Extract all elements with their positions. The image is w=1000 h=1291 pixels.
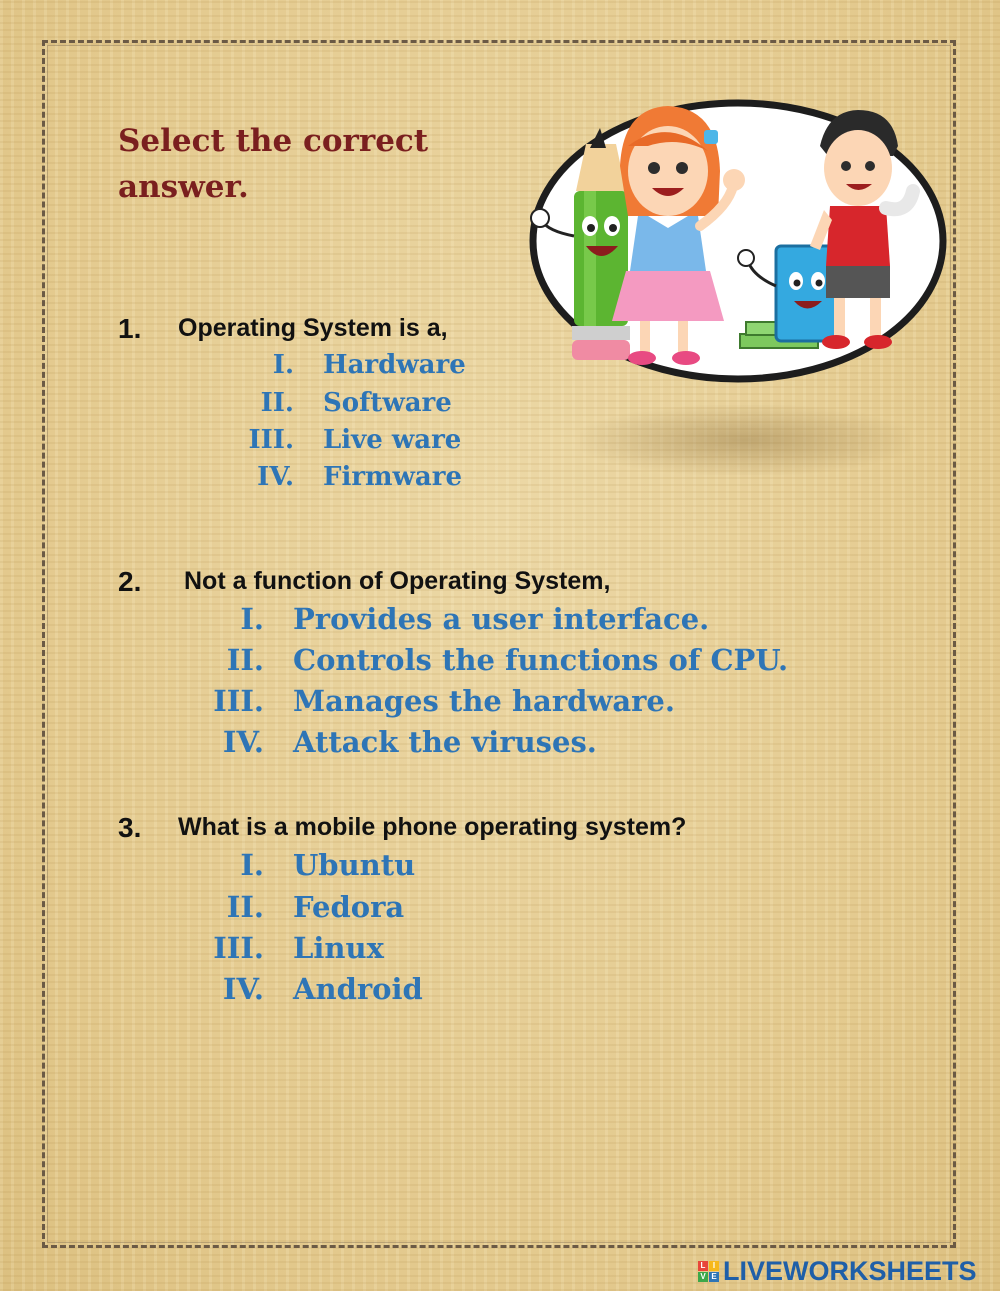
- question-2-number: 2.: [118, 566, 142, 597]
- option-text: Fedora: [293, 890, 405, 924]
- logo-text: LIVEWORKSHEETS: [723, 1255, 977, 1286]
- option-text: Android: [293, 972, 423, 1006]
- option-text: Controls the functions of CPU.: [293, 643, 789, 677]
- logo-mark-icon: [698, 1261, 719, 1282]
- option-text: Ubuntu: [293, 848, 416, 882]
- option-numeral: I.: [240, 602, 264, 636]
- option-text: Manages the hardware.: [293, 684, 675, 718]
- question-3-number: 3.: [118, 812, 142, 843]
- option-numeral: IV.: [257, 462, 294, 492]
- logo-letter: E: [709, 1272, 719, 1282]
- option-numeral: IV.: [222, 972, 264, 1006]
- option-numeral: II.: [260, 388, 294, 418]
- question-1-text: Operating System is a,: [178, 314, 448, 342]
- question-1-number: 1.: [118, 313, 142, 344]
- kids-illustration: [528, 96, 948, 386]
- option-numeral: III.: [213, 684, 264, 718]
- logo-letter: V: [698, 1272, 708, 1282]
- option-numeral: II.: [226, 643, 264, 677]
- option-numeral: I.: [272, 350, 294, 380]
- liveworksheets-logo[interactable]: [698, 1256, 977, 1286]
- logo-letter: L: [698, 1261, 708, 1271]
- option-numeral: II.: [226, 890, 264, 924]
- option-text: Live ware: [323, 425, 462, 455]
- option-numeral: IV.: [222, 725, 264, 759]
- option-numeral: III.: [213, 931, 264, 965]
- option-text: Hardware: [323, 350, 466, 380]
- illustration-shadow: [580, 405, 910, 475]
- option-text: Firmware: [323, 462, 463, 492]
- question-2-text: Not a function of Operating System,: [184, 567, 611, 595]
- option-text: Linux: [293, 931, 384, 965]
- option-text: Attack the viruses.: [293, 725, 597, 759]
- option-text: Provides a user interface.: [293, 602, 710, 636]
- option-numeral: I.: [240, 848, 264, 882]
- question-3-text: What is a mobile phone operating system?: [178, 813, 687, 841]
- option-numeral: III.: [248, 425, 294, 455]
- worksheet-heading: Select the correct answer.: [118, 123, 429, 205]
- option-text: Software: [323, 388, 452, 418]
- logo-letter: I: [709, 1261, 719, 1271]
